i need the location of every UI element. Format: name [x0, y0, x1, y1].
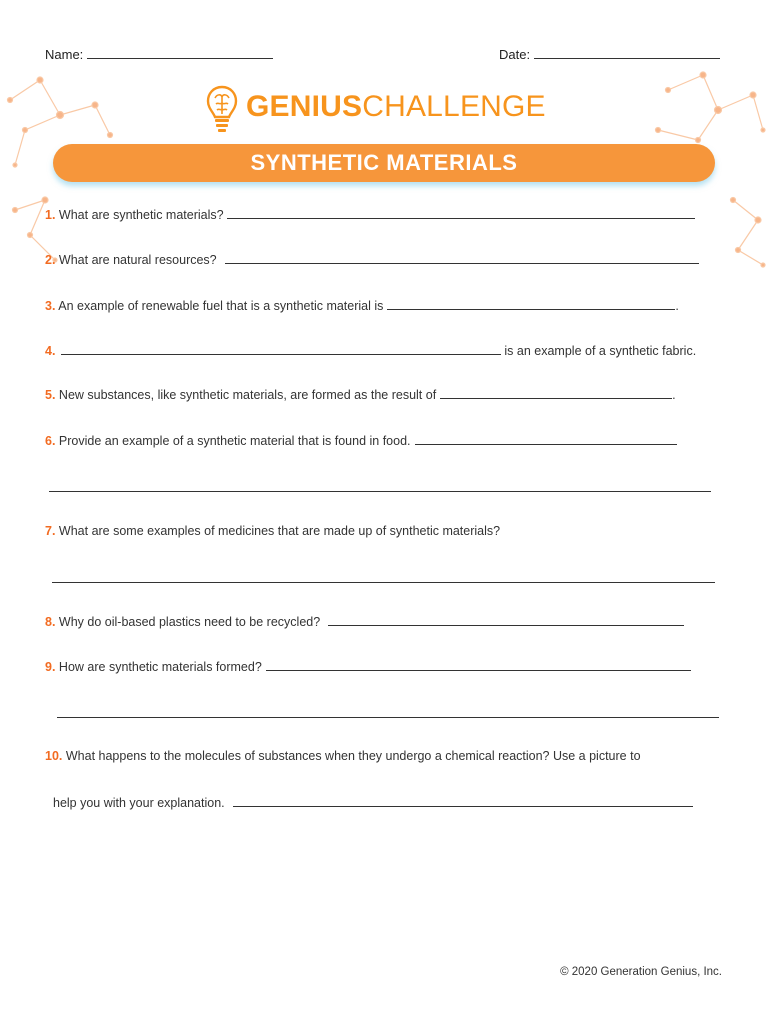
question-10-continued	[53, 795, 693, 810]
question-6	[45, 433, 677, 448]
question-text: What are some examples of medicines that are made up of synthetic materials?	[58, 524, 501, 538]
question-9	[45, 659, 691, 674]
question-number: 10.	[45, 749, 63, 763]
logo-bold: GENIUS	[246, 90, 363, 123]
answer-blank[interactable]	[225, 252, 699, 264]
question-text: How are synthetic materials formed?	[58, 660, 262, 674]
date-label: Date:	[499, 47, 531, 62]
answer-line[interactable]	[49, 490, 711, 492]
question-number: 2.	[45, 253, 56, 267]
question-3	[45, 298, 679, 313]
question-text-end: .	[675, 299, 679, 313]
answer-blank[interactable]	[440, 387, 672, 399]
question-text: What are synthetic materials?	[58, 208, 224, 222]
question-8	[45, 614, 684, 629]
question-number: 3.	[45, 299, 56, 313]
question-number: 1.	[45, 208, 56, 222]
question-text: Why do oil-based plastics need to be recycled?	[58, 615, 321, 629]
answer-blank[interactable]	[266, 659, 691, 671]
answer-line[interactable]	[57, 716, 719, 718]
question-4	[45, 343, 696, 358]
question-text: An example of renewable fuel that is a synthetic material is	[58, 299, 384, 313]
question-number: 9.	[45, 660, 56, 674]
question-text: What happens to the molecules of substances when they undergo a chemical reaction? Use a picture to	[65, 749, 641, 763]
question-7	[45, 524, 500, 538]
answer-blank[interactable]	[227, 207, 695, 219]
name-label: Name:	[45, 47, 84, 62]
logo-wordmark	[246, 90, 546, 124]
question-1	[45, 207, 695, 222]
answer-line[interactable]	[52, 581, 715, 583]
question-number: 7.	[45, 524, 56, 538]
question-number: 5.	[45, 388, 56, 402]
date-line[interactable]	[534, 58, 720, 59]
question-text: New substances, like synthetic materials, are formed as the result of	[58, 388, 437, 402]
question-text: help you with your explanation.	[53, 796, 225, 810]
answer-blank[interactable]	[328, 614, 684, 626]
question-number: 6.	[45, 434, 56, 448]
title-banner	[53, 144, 715, 182]
question-text-end: .	[672, 388, 676, 402]
page-title: SYNTHETIC MATERIALS	[250, 150, 518, 175]
question-number: 8.	[45, 615, 56, 629]
question-2	[45, 252, 699, 267]
name-field	[45, 47, 273, 62]
question-number: 4.	[45, 344, 56, 358]
copyright-text: © 2020 Generation Genius, Inc.	[560, 966, 722, 978]
lightbulb-brain-icon	[205, 84, 239, 136]
date-field	[499, 47, 720, 62]
logo-light: CHALLENGE	[362, 90, 546, 123]
question-text: What are natural resources?	[58, 253, 217, 267]
question-10	[45, 749, 641, 763]
question-text-end: is an example of a synthetic fabric.	[504, 344, 697, 358]
answer-blank[interactable]	[61, 343, 501, 355]
question-text: Provide an example of a synthetic material that is found in food.	[58, 434, 411, 448]
answer-blank[interactable]	[415, 433, 677, 445]
answer-blank[interactable]	[387, 298, 675, 310]
answer-blank[interactable]	[233, 795, 693, 807]
name-line[interactable]	[87, 58, 273, 59]
question-5	[45, 387, 676, 402]
